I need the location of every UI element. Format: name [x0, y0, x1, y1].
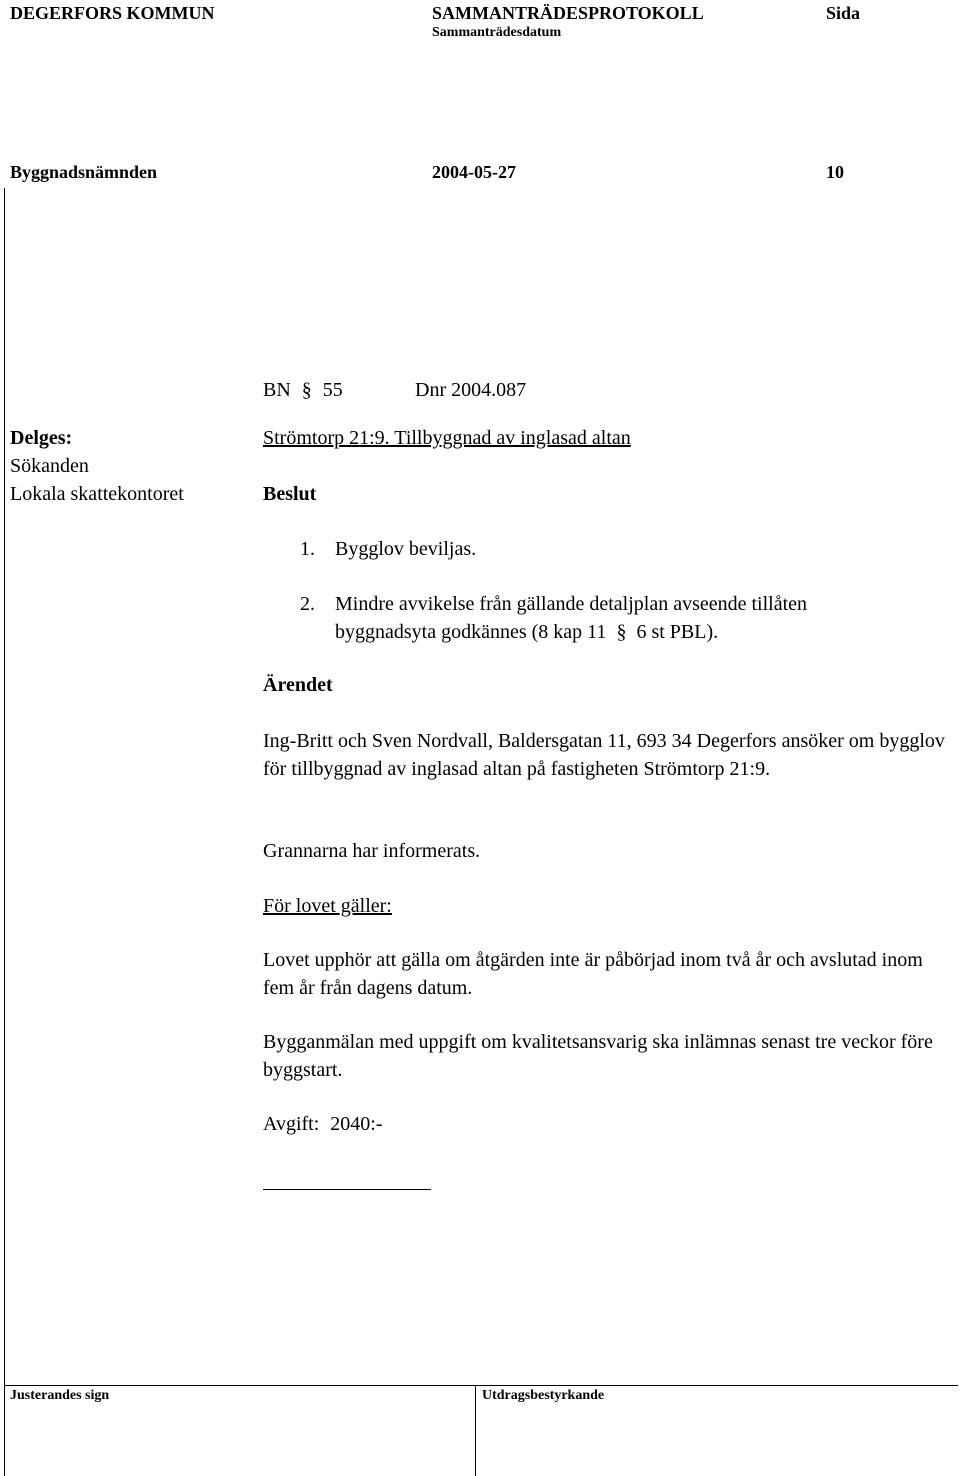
case-title: Strömtorp 21:9. Tillbyggnad av inglasad altan [263, 427, 631, 449]
meeting-date: 2004-05-27 [432, 162, 516, 182]
decision-item-2-number: 2. [300, 593, 315, 615]
decision-item-1-number: 1. [300, 538, 315, 560]
decision-item-2-line1: Mindre avvikelse från gällande detaljplan avseende tillåten [335, 593, 808, 615]
distribution-heading: Delges: [10, 427, 73, 449]
footer-divider [475, 1385, 476, 1476]
decision-item-2-text-b: 6 st PBL). [636, 621, 719, 643]
page-number: 10 [826, 162, 844, 182]
section-sign-2: § [616, 621, 627, 643]
case-reference [263, 376, 343, 404]
decision-heading: Beslut [263, 483, 317, 505]
fee-value: 2040:- [330, 1113, 383, 1135]
fee-label: Avgift: [263, 1113, 320, 1135]
footer-top-rule [4, 1385, 958, 1386]
left-margin-rule [4, 188, 5, 1476]
document-type: SAMMANTRÄDESPROTOKOLL [432, 3, 704, 23]
organization-name: DEGERFORS KOMMUN [10, 3, 215, 23]
page-label: Sida [826, 3, 861, 23]
matter-heading: Ärendet [263, 674, 333, 696]
decision-item-2-line2 [335, 618, 718, 646]
bn-number: 55 [322, 379, 343, 401]
bn-label: BN [263, 379, 291, 401]
recipient-applicant: Sökanden [10, 455, 89, 477]
matter-paragraph-validity: Lovet upphör att gälla om åtgärden inte är påbörjad inom två år och avslutad inom fem år från dagens datum. [263, 949, 923, 999]
section-sign: § [301, 379, 312, 401]
separator-line [263, 1189, 431, 1190]
board-name: Byggnadsnämnden [10, 162, 158, 182]
recipient-tax-office: Lokala skattekontoret [10, 483, 184, 505]
decision-item-2-text-a: byggnadsyta godkännes (8 kap 11 [335, 621, 607, 643]
matter-paragraph-neighbours: Grannarna har informerats. [263, 840, 481, 862]
matter-paragraph-notification: Bygganmälan med uppgift om kvalitetsansvarig ska inlämnas senast tre veckor före byggstart. [263, 1031, 933, 1081]
fee-line [263, 1110, 383, 1138]
justerandes-sign-label: Justerandes sign [10, 1388, 110, 1403]
matter-paragraph-applicants: Ing-Britt och Sven Nordvall, Baldersgatan 11, 693 34 Degerfors ansöker om bygglov för tillbyggnad av inglasad altan på fastigheten Strömtorp 21:9. [263, 730, 945, 780]
conditions-heading: För lovet gäller: [263, 895, 392, 917]
meeting-date-label: Sammanträdesdatum [432, 25, 562, 40]
dnr: Dnr 2004.087 [415, 379, 527, 401]
decision-item-1-text: Bygglov beviljas. [335, 538, 477, 560]
utdragsbestyrkande-label: Utdragsbestyrkande [482, 1388, 605, 1403]
